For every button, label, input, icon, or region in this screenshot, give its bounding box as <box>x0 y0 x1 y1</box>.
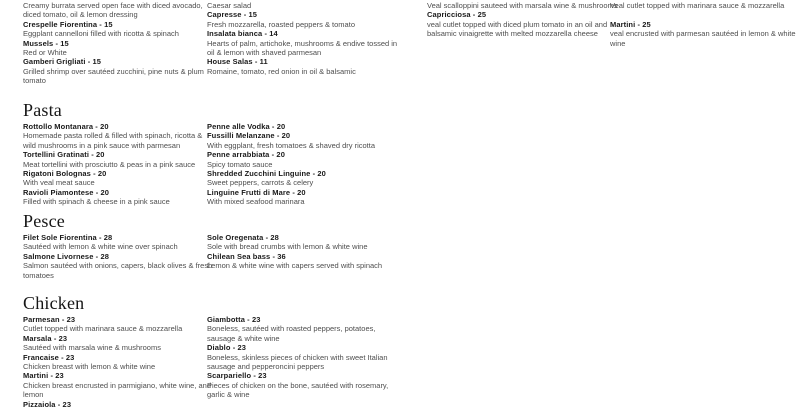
menu-item <box>427 10 619 38</box>
menu-item-desc: Red or White <box>23 48 67 58</box>
menu-item-desc: Filled with spinach & cheese in a pink sauce <box>23 197 170 207</box>
menu-item <box>207 188 399 207</box>
menu-item-name: House Salas - 11 <box>207 57 268 67</box>
menu-item-name: Rottollo Montanara - 20 <box>23 122 109 131</box>
menu-item <box>207 122 399 131</box>
menu-item <box>207 29 399 57</box>
menu-item <box>23 20 215 39</box>
menu-item <box>23 252 215 280</box>
menu-item-name: Diablo - 23 <box>207 343 247 353</box>
menu-item <box>207 233 399 252</box>
menu-item-name: Shredded Zucchini Linguine - 20 <box>207 169 326 179</box>
menu-item <box>23 233 215 252</box>
menu-item-name: Penne arrabbiata - 20 <box>207 150 285 160</box>
menu-item <box>610 1 802 10</box>
menu-item-desc: Spicy tomato sauce <box>207 159 273 169</box>
menu-item-name: Filet Sole Fiorentina - 28 <box>23 233 113 242</box>
menu-item <box>207 252 399 271</box>
menu-item-desc: Salmon sautéed with onions, capers, black olives & fresh tomatoes <box>23 261 213 280</box>
menu-item <box>207 131 399 150</box>
menu-item-desc: Chicken breast encrusted in parmigiano, white wine, and lemon <box>23 380 212 400</box>
menu-item-desc: veal cutlet topped with diced plum tomato in an oil and balsamic vinaigrette with melted mozzarella cheese <box>427 19 608 39</box>
menu-item-name: Pizzaiola - 23 <box>23 399 72 409</box>
menu-item-desc: Veal scalloppini sauteed with marsala wine & mushrooms <box>427 1 618 10</box>
menu-item <box>207 343 399 371</box>
menu-item <box>23 150 215 169</box>
menu-item-name: Chilean Sea bass - 36 <box>207 251 286 261</box>
menu-item <box>207 57 399 76</box>
menu-item <box>207 315 399 343</box>
menu-item-desc: Boneless, sautéed with roasted peppers, potatoes, sausage & white wine <box>207 324 376 343</box>
menu-item <box>427 1 619 10</box>
menu-item-desc: Eggplant cannelloni filled with ricotta & spinach <box>23 29 179 39</box>
pesce-column-2 <box>207 233 399 271</box>
menu-item-desc: Lemon & white wine with capers served with spinach <box>207 261 383 271</box>
menu-item-desc: Sweet peppers, carrots & celery <box>207 178 314 188</box>
menu-item <box>23 315 215 334</box>
menu-item-name: Martini - 25 <box>610 19 651 29</box>
menu-item-desc: Sole with bread crumbs with lemon & white wine <box>207 242 368 252</box>
menu-item-desc: Chicken breast with lemon & white wine <box>23 362 156 372</box>
top-column-vitello-right <box>610 1 802 48</box>
pasta-section-title: Pasta <box>23 100 62 120</box>
menu-item-name: Sole Oregenata - 28 <box>207 233 279 242</box>
menu-item-name: Linguine Frutti di Mare - 20 <box>207 187 306 197</box>
top-column-antipasti <box>23 1 215 86</box>
menu-item-name: Tortellini Gratinati - 20 <box>23 150 105 160</box>
menu-item-name: Scarpariello - 23 <box>207 371 267 381</box>
menu-item <box>207 10 399 29</box>
menu-item-name: Rigatoni Bolognas - 20 <box>23 169 107 179</box>
pesce-section-title: Pesce <box>23 211 65 231</box>
menu-item-name: Salmone Livornese - 28 <box>23 251 109 261</box>
menu-item <box>23 353 215 372</box>
menu-item <box>23 188 215 207</box>
chicken-section <box>23 293 423 409</box>
menu-item-desc: Sautéed with lemon & white wine over spinach <box>23 242 178 252</box>
menu-item <box>23 169 215 188</box>
menu-item <box>23 371 215 399</box>
menu-item <box>207 371 399 399</box>
menu-item-desc: Veal cutlet topped with marinara sauce & mozzarella <box>610 1 785 10</box>
menu-item-desc: Caesar salad <box>207 1 252 10</box>
menu-item-desc: Homemade pasta rolled & filled with spinach, ricotta & wild mushrooms in a pink sauce with parmesan <box>23 131 203 150</box>
menu-item-desc: Boneless, skinless pieces of chicken with sweet Italian sausage and pepperoncini peppers <box>207 352 388 372</box>
menu-item <box>23 122 215 150</box>
pesce-section <box>23 211 423 280</box>
menu-item-name: Insalata bianca - 14 <box>207 29 278 39</box>
pesce-column-1 <box>23 233 215 280</box>
menu-item-desc: With veal meat sauce <box>23 178 95 188</box>
menu-item-name: Gamberi Grigliati - 15 <box>23 57 102 67</box>
pasta-column-1 <box>23 122 215 207</box>
menu-item-desc: Cutlet topped with marinara sauce & mozzarella <box>23 324 183 334</box>
menu-item-name: Francaise - 23 <box>23 352 75 362</box>
menu-item-desc: Grilled shrimp over sautéed zucchini, pine nuts & plum tomato <box>23 66 204 86</box>
menu-item-desc: With eggplant, fresh tomatoes & shaved dry ricotta <box>207 140 375 150</box>
chicken-section-title: Chicken <box>23 293 85 313</box>
menu-item <box>23 334 215 353</box>
menu-item-desc: Romaine, tomato, red onion in oil & balsamic <box>207 66 356 76</box>
menu-item-desc: Sautéed with marsala wine & mushrooms <box>23 343 161 353</box>
menu-item-desc: Meat tortellini with prosciutto & peas in a pink sauce <box>23 159 196 169</box>
top-column-vitello-left <box>427 1 619 39</box>
chicken-column-2 <box>207 315 399 400</box>
menu-item-name: Martini - 23 <box>23 371 64 381</box>
menu-item-desc: Hearts of palm, artichoke, mushrooms & endive tossed in oil & lemon with shaved parmesan <box>207 38 398 58</box>
menu-item-name: Giambotta - 23 <box>207 315 261 324</box>
menu-item-desc: veal encrusted with parmesan sautéed in lemon & white wine <box>610 29 796 48</box>
pasta-section <box>23 100 423 207</box>
chicken-column-1 <box>23 315 215 409</box>
menu-item <box>23 400 215 409</box>
menu-item-name: Penne alle Vodka - 20 <box>207 122 286 131</box>
menu-item-name: Ravioli Piamontese - 20 <box>23 187 110 197</box>
menu-item-name: Mussels - 15 <box>23 38 69 48</box>
pasta-column-2 <box>207 122 399 207</box>
menu-item <box>207 150 399 169</box>
menu-item-name: Fussilli Melanzane - 20 <box>207 131 291 141</box>
menu-item <box>207 169 399 188</box>
menu-item <box>23 1 215 20</box>
menu-item-name: Marsala - 23 <box>23 333 68 343</box>
menu-item-desc: Pieces of chicken on the bone, sautéed with rosemary, garlic & wine <box>207 380 389 400</box>
top-column-insalate <box>207 1 399 76</box>
menu-item-name: Capricciosa - 25 <box>427 10 487 20</box>
menu-item-name: Capresse - 15 <box>207 10 258 20</box>
menu-item <box>23 39 215 58</box>
menu-item <box>610 20 802 48</box>
menu-item-name: Crespelle Fiorentina - 15 <box>23 19 113 29</box>
menu-item <box>207 1 399 10</box>
menu-item-desc: Fresh mozzarella, roasted peppers & tomato <box>207 19 355 29</box>
menu-item-desc: Creamy burrata served open face with diced avocado, diced tomato, oil & lemon dressing <box>23 1 203 20</box>
menu-item-name: Parmesan - 23 <box>23 315 76 324</box>
menu-item <box>23 57 215 85</box>
menu-item-desc: With mixed seafood marinara <box>207 197 305 207</box>
